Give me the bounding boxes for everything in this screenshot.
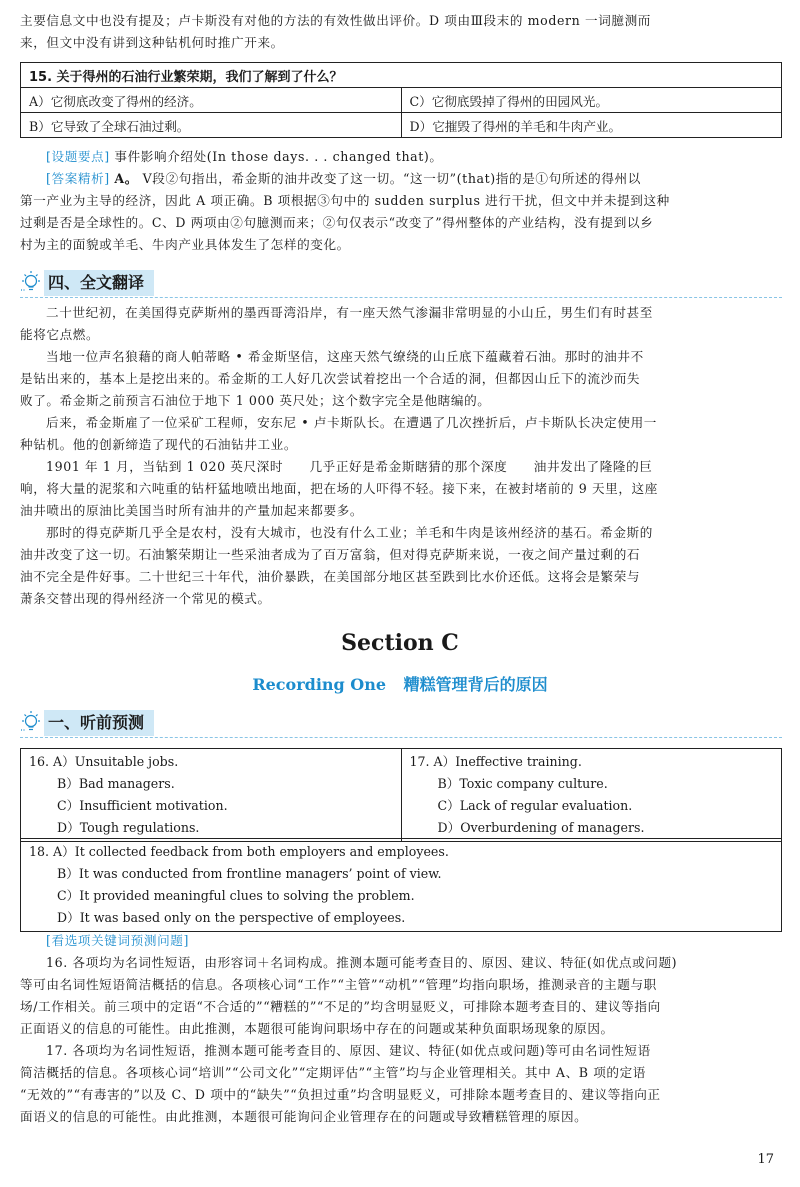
option: A）Ineffective training.: [433, 754, 582, 769]
text-line: 响，将大量的泥浆和六吨重的钻杆猛地喷出地面，把在场的人吓得不轻。接下来，在被封堵前的 9 天里，这座: [20, 481, 658, 496]
text-line: 村为主的面貌或羊毛、牛肉产业具体发生了怎样的变化。: [20, 237, 350, 252]
text-line: “无效的”“有毒害的”以及 C、D 项中的“缺失”“负担过重”均含明显贬义，可排除本题考查目的、建议等指向正: [20, 1087, 661, 1102]
q15-option-b: B）它导致了全球石油过剩。: [21, 113, 402, 138]
question-15-table: [20, 62, 782, 138]
text-line: 种钻机。他的创新缔造了现代的石油钻井工业。: [20, 437, 298, 452]
section-4-title: 四、全文翻译: [44, 270, 154, 296]
text-line: 能将它点燃。: [20, 327, 100, 342]
section-1-title: 一、听前预测: [44, 710, 154, 736]
page-number: 17: [757, 1152, 774, 1167]
prediction-label: [看选项关键词预测问题]: [46, 933, 189, 948]
hint-text: 事件影响介绍处(In those days. . . changed that)。: [114, 149, 443, 164]
text-line: 油井喷出的原油比美国当时所有油井的产量加起来都要多。: [20, 503, 364, 518]
text-line: 败了。希金斯之前预言石油位于地下 1 000 英尺处；这个数字完全是他瞎编的。: [20, 393, 491, 408]
question-number: 17.: [409, 754, 430, 769]
recording-en: Recording One: [252, 675, 387, 694]
option: D）Overburdening of managers.: [437, 820, 645, 835]
text-line: 是钻出来的，基本上是挖出来的。希金斯的工人好几次尝试着挖出一个合适的洞，但都因山丘下的流沙而失: [20, 371, 641, 386]
text-line: 场/工作相关。前三项中的定语“不合适的”“糟糕的”“不足的”均含明显贬义，可排除本题考查目的、建议等指向: [20, 999, 661, 1014]
option: B）Toxic company culture.: [437, 776, 608, 791]
section-c-title: Section C: [341, 630, 459, 656]
text-line: 来，但文中没有讲到这种钻机何时推广开来。: [20, 35, 284, 50]
question-16: [21, 749, 401, 841]
lightbulb-icon: [20, 270, 42, 296]
text-line: 油不完全是件好事。二十世纪三十年代，油价暴跌，在美国部分地区甚至跌到比水价还低。这将会是繁荣与: [20, 569, 641, 584]
answer-text: Ⅴ段②句指出，希金斯的油井改变了这一切。“这一切”(that)指的是①句所述的得州以: [142, 171, 641, 186]
text-line: 二十世纪初，在美国得克萨斯州的墨西哥湾沿岸，有一座天然气渗漏非常明显的小山丘，男生们有时甚至: [46, 305, 653, 320]
q15-option-c: C）它彻底毁掉了得州的田园风光。: [401, 88, 782, 113]
q15-option-a: A）它彻底改变了得州的经济。: [21, 88, 402, 113]
text-line: 第一产业为主导的经济，因此 A 项正确。B 项根据③句中的 sudden surplus 进行干扰，但文中并未提到这种: [20, 193, 670, 208]
text-line: 等可由名词性短语简洁概括的信息。各项核心词“工作”“主管”“动机”“管理”均指向职场，推测录音的主题与职: [20, 977, 657, 992]
q15-option-d: D）它摧毁了得州的羊毛和牛肉产业。: [401, 113, 782, 138]
section-divider: [20, 297, 782, 298]
translation-paragraph: [20, 302, 782, 324]
option: B）It was conducted from frontline managers’ point of view.: [57, 866, 442, 881]
text-line: 17. 各项均为名词性短语，推测本题可能考查目的、原因、建议、特征(如优点或问题)等可由名词性短语: [46, 1043, 651, 1058]
lightbulb-icon: [20, 710, 42, 736]
carryover-paragraph: [20, 10, 782, 54]
text-line: 面语义的信息的可能性。由此推测，本题很可能询问企业管理存在的问题或导致糟糕管理的原因。: [20, 1109, 588, 1124]
option: C）Lack of regular evaluation.: [437, 798, 633, 813]
text-line: 油井改变了这一切。石油繁荣期让一些采油者成为了百万富翁，但对得克萨斯来说，一夜之间产量过剩的石: [20, 547, 641, 562]
question-number: 18.: [29, 844, 50, 859]
option: A）Unsuitable jobs.: [53, 754, 179, 769]
questions-16-17: [20, 748, 782, 842]
option: A）It collected feedback from both employers and employees.: [53, 844, 449, 859]
section-1-heading: [20, 709, 154, 737]
option: D）It was based only on the perspective of employees.: [57, 910, 406, 925]
text-line: 16. 各项均为名词性短语，由形容词＋名词构成。推测本题可能考查目的、原因、建议、特征(如优点或问题): [46, 955, 678, 970]
q15-analysis: [20, 146, 782, 256]
text-line: 过剩是否是全球性的。C、D 两项由②句臆测而来；②句仅表示“改变了”得州整体的产业结构，没有提到以乡: [20, 215, 654, 230]
text-line: 简洁概括的信息。各项核心词“培训”“公司文化”“定期评估”“主管”均与企业管理相关。其中 A、B 项的定语: [20, 1065, 647, 1080]
text-line: 当地一位声名狼藉的商人帕蒂略 • 希金斯坚信，这座天然气缭绕的山丘底下蕴藏着石油。那时的油井不: [46, 349, 644, 364]
text-line: 后来，希金斯雇了一位采矿工程师，安东尼 • 卢卡斯队长。在遭遇了几次挫折后，卢卡斯队长决定使用一: [46, 415, 657, 430]
translation-body: [20, 302, 782, 610]
recording-title: [0, 672, 800, 695]
option: B）Bad managers.: [57, 776, 175, 791]
question-15-stem: 15. 关于得州的石油行业繁荣期，我们了解到了什么？: [21, 63, 782, 88]
option: C）It provided meaningful clues to solving the problem.: [57, 888, 415, 903]
text-line: 正面语义的信息的可能性。由此推测，本题很可能询问职场中存在的问题或某种负面职场现象的原因。: [20, 1021, 614, 1036]
text-line: 那时的得克萨斯几乎全是农村，没有大城市，也没有什么工业；羊毛和牛肉是该州经济的基石。希金斯的: [46, 525, 653, 540]
section-4-heading: [20, 269, 154, 297]
text-line: 1901 年 1 月，当钻到 1 020 英尺深时 几乎正好是希金斯瞎猜的那个深度 油井发出了隆隆的巨: [46, 459, 653, 474]
option: C）Insufficient motivation.: [57, 798, 228, 813]
text-line: 主要信息文中也没有提及；卢卡斯没有对他的方法的有效性做出评价。D 项由Ⅲ段末的 modern 一词臆测而: [20, 13, 651, 28]
text-line: 萧条交替出现的得州经济一个常见的模式。: [20, 591, 271, 606]
question-18: [20, 838, 782, 932]
hint-label: [设题要点]: [46, 149, 110, 164]
question-number: 16.: [29, 754, 50, 769]
prediction-section: [20, 930, 782, 1128]
answer-key: A。: [114, 171, 138, 186]
section-divider: [20, 737, 782, 738]
answer-label: [答案精析]: [46, 171, 110, 186]
recording-cn: 糟糕管理背后的原因: [403, 675, 548, 694]
question-17: [401, 749, 782, 841]
option: D）Tough regulations.: [57, 820, 200, 835]
